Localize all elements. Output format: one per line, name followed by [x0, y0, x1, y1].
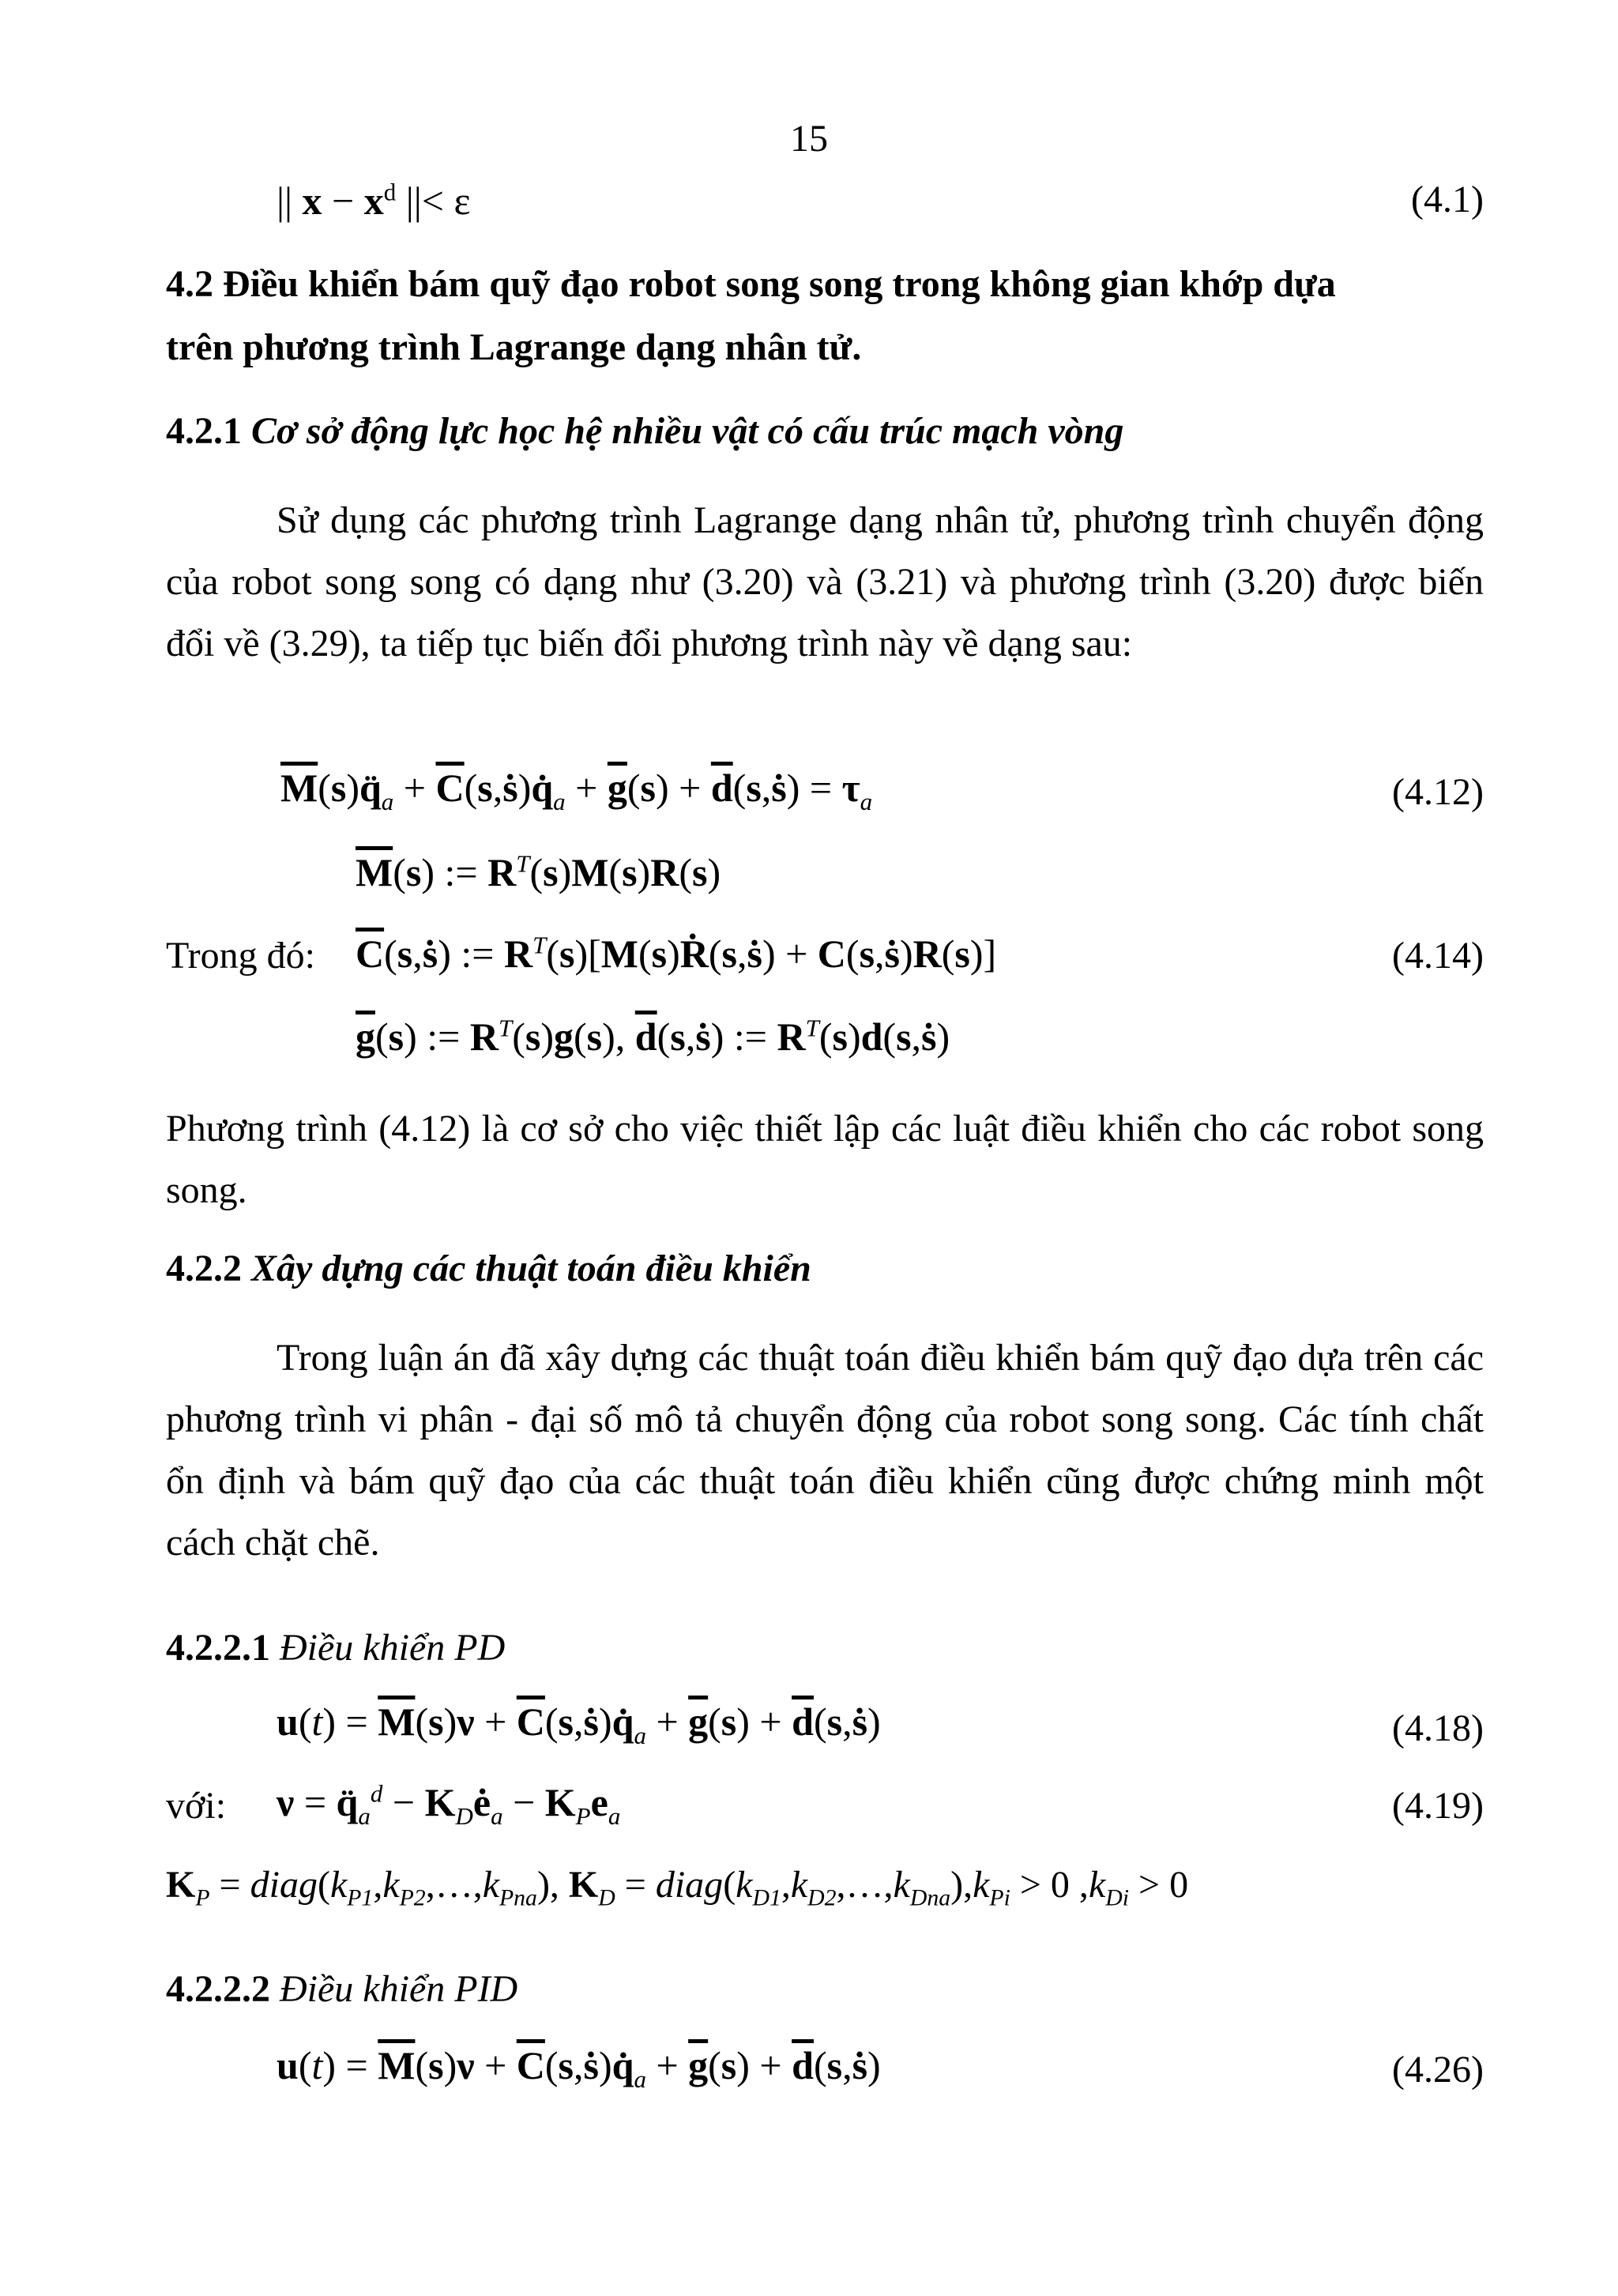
equation-number-4-1: (4.1): [1411, 179, 1484, 220]
subsubsection-heading-4-2-2-2: [166, 1967, 517, 2011]
subsection-title: Xây dựng các thuật toán điều khiển: [251, 1248, 811, 1289]
equation-4-12: $\overline{M}(s)q̈_a$ + $\overline{C}(s,ṡ)q̇_a + \overline{g}(s)$ + $\overline{d}(s,ṡ) = \tau_a$: [280, 766, 873, 815]
subsection-number: 4.2.1: [166, 410, 242, 452]
subsubsection-title: Điều khiển PD: [280, 1627, 506, 1669]
paragraph-2: Phương trình (4.12) là cơ sở cho việc thiết lập các luật điều khiển cho các robot song song.: [166, 1108, 1484, 1211]
subsubsection-title: Điều khiển PID: [280, 1968, 518, 2010]
subsubsection-number: 4.2.2.1: [166, 1627, 270, 1669]
equation-4-26: $u(t) = \overline{M}(s)\nu$ + $\overline{C}(s,ṡ)q̇_a + \overline{g}(s)$ + $\overline{d}(s,ṡ)$: [277, 2043, 881, 2093]
subsection-heading-4-2-2: [166, 1247, 811, 1290]
paragraph-3: Trong luận án đã xây dựng các thuật toán điều khiển bám quỹ đạo dựa trên các phương trình vi phân - đại số mô tả chuyển động của robot song song. Các tính chất ổn định và bám quỹ đạo của các thuật toán điều khiển cũng được chứng minh một cách chặt chẽ.: [166, 1337, 1484, 1564]
equation-g-d-bar-definition: $\overline{g}(s)$ := $R^T(s)g(s)$, $\overline{d}(s,ṡ)$ := $R^T(s)d(s,ṡ)$: [356, 1014, 950, 1059]
equation-m-bar-definition: $\overline{M}(s)$ := $R^T(s)M(s)R(s)$: [356, 849, 721, 894]
subsubsection-heading-4-2-2-1: [166, 1626, 505, 1669]
equation-gains-definition: $K_P$ = $diag(k_{P1},k_{P2},\dots,k_{Pna})$, $K_D$ = $diag(k_{D1},k_{D2},\dots,k_{Dna}),k_{Pi} > 0$ $,k_{Di} > 0$: [166, 1864, 1189, 1911]
section-heading-4-2-line2: trên phương trình Lagrange dạng nhân tử.: [166, 326, 862, 368]
equation-number-4-18: (4.18): [1392, 1707, 1484, 1749]
paragraph-1: Sử dụng các phương trình Lagrange dạng nhân tử, phương trình chuyển động của robot song song có dạng như (3.20) và (3.21) và phương trình (3.20) được biến đổi về (3.29), ta tiếp tục biến đổi phương trình này về dạng sau:: [166, 499, 1484, 664]
equation-number-4-26: (4.26): [1392, 2049, 1484, 2091]
trong-do-label: Trong đó:: [166, 935, 315, 977]
subsection-heading-4-2-1: [166, 409, 1123, 453]
equation-number-4-12: (4.12): [1392, 771, 1484, 813]
voi-label: với:: [166, 1785, 227, 1827]
equation-number-4-14: (4.14): [1392, 935, 1484, 977]
section-heading-4-2-line1: 4.2 Điều khiển bám quỹ đạo robot song song trong không gian khớp dựa: [166, 263, 1336, 305]
subsection-number: 4.2.2: [166, 1248, 242, 1289]
equation-c-bar-definition: $\overline{C}(s,ṡ)$ := $R^T(s)[M(s)Ṙ(s,ṡ)$ + C(s,ṡ)R(s)]: [356, 931, 997, 976]
page-number: 15: [790, 118, 828, 160]
subsection-title: Cơ sở động lực học hệ nhiều vật có cấu trúc mạch vòng: [251, 410, 1124, 452]
equation-4-1: || $x - x^d$ ||< ε: [277, 178, 471, 223]
equation-4-19: $\nu = q̈_a^d$ − $K_Dė_a - K_Pe_a$: [277, 1779, 621, 1830]
equation-number-4-19: (4.19): [1392, 1785, 1484, 1827]
subsubsection-number: 4.2.2.2: [166, 1968, 270, 2010]
equation-4-18: $u(t) = \overline{M}(s)\nu$ + $\overline{C}(s,ṡ)q̇_a + \overline{g}(s)$ + $\overline{d}(s,ṡ)$: [277, 1699, 881, 1749]
